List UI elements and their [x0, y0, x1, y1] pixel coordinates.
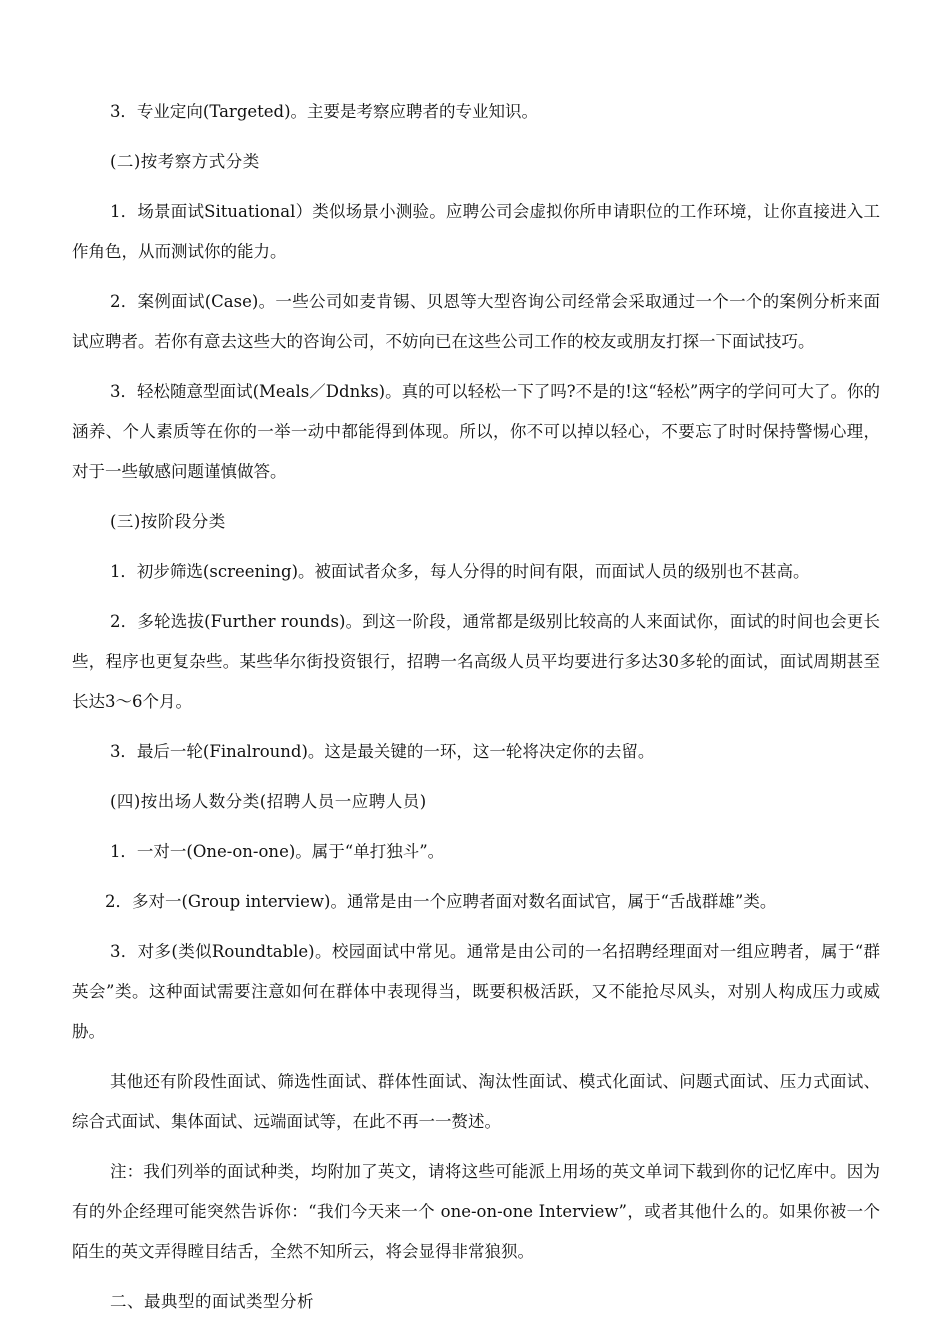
paragraph-targeted: 3．专业定向(Targeted)。主要是考察应聘者的专业知识。 — [109, 102, 539, 121]
paragraph-note: 注：我们列举的面试种类，均附加了英文，请将这些可能派上用场的英文单词下载到你的记忆库中。因为有的外企经理可能突然告诉你：“我们今天来一个 one-on-one Interview”，或者其他什么的。如果你被一个陌生的英文弄得瞠目结舌，全然不知所云，将会显得非常狼狈。 — [72, 1162, 880, 1261]
paragraph-final-round: 3．最后一轮(Finalround)。这是最关键的一环，这一轮将决定你的去留。 — [109, 742, 655, 761]
section-heading-by-method: (二)按考察方式分类 — [109, 152, 260, 171]
paragraph-further-rounds: 2．多轮选拔(Further rounds)。到这一阶段，通常都是级别比较高的人来面试你，面试的时间也会更长些，程序也更复杂些。某些华尔街投资银行，招聘一名高级人员平均要进行多达30多轮的面试，面试周期甚至长达3～6个月。 — [72, 612, 880, 711]
paragraph-roundtable: 3．对多(类似Roundtable)。校园面试中常见。通常是由公司的一名招聘经理面对一组应聘者，属于“群英会”类。这种面试需要注意如何在群体中表现得当，既要积极活跃，又不能抢尽风头，对别人构成压力或威胁。 — [72, 942, 880, 1041]
paragraph-meals: 3．轻松随意型面试(Meals／Ddnks)。真的可以轻松一下了吗?不是的!这“轻松”两字的学问可大了。你的涵养、个人素质等在你的一举一动中都能得到体现。所以，你不可以掉以轻心，不要忘了时时保持警惕心理，对于一些敏感问题谨慎做答。 — [72, 382, 880, 481]
paragraph-group-interview: 2．多对一(Group interview)。通常是由一个应聘者面对数名面试官，属于“舌战群雄”类。 — [105, 892, 777, 911]
section-heading-by-stage: (三)按阶段分类 — [109, 512, 226, 531]
paragraph-one-on-one: 1．一对一(One-on-one)。属于“单打独斗”。 — [109, 842, 445, 861]
section-heading-typical-analysis: 二、最典型的面试类型分析 — [109, 1292, 314, 1311]
paragraph-situational: 1．场景面试Situational）类似场景小测验。应聘公司会虚拟你所申请职位的工作环境，让你直接进入工作角色，从而测试你的能力。 — [72, 202, 880, 261]
document-body — [72, 92, 880, 1332]
paragraph-screening: 1．初步筛选(screening)。被面试者众多，每人分得的时间有限，而面试人员的级别也不甚高。 — [109, 562, 810, 581]
paragraph-other-types: 其他还有阶段性面试、筛选性面试、群体性面试、淘汰性面试、模式化面试、问题式面试、压力式面试、综合式面试、集体面试、远端面试等，在此不再一一赘述。 — [72, 1072, 880, 1131]
paragraph-case: 2．案例面试(Case)。一些公司如麦肯锡、贝恩等大型咨询公司经常会采取通过一个一个的案例分析来面试应聘者。若你有意去这些大的咨询公司，不妨向已在这些公司工作的校友或朋友打探一下面试技巧。 — [72, 292, 880, 351]
section-heading-by-participants: (四)按出场人数分类(招聘人员一应聘人员) — [109, 792, 427, 811]
